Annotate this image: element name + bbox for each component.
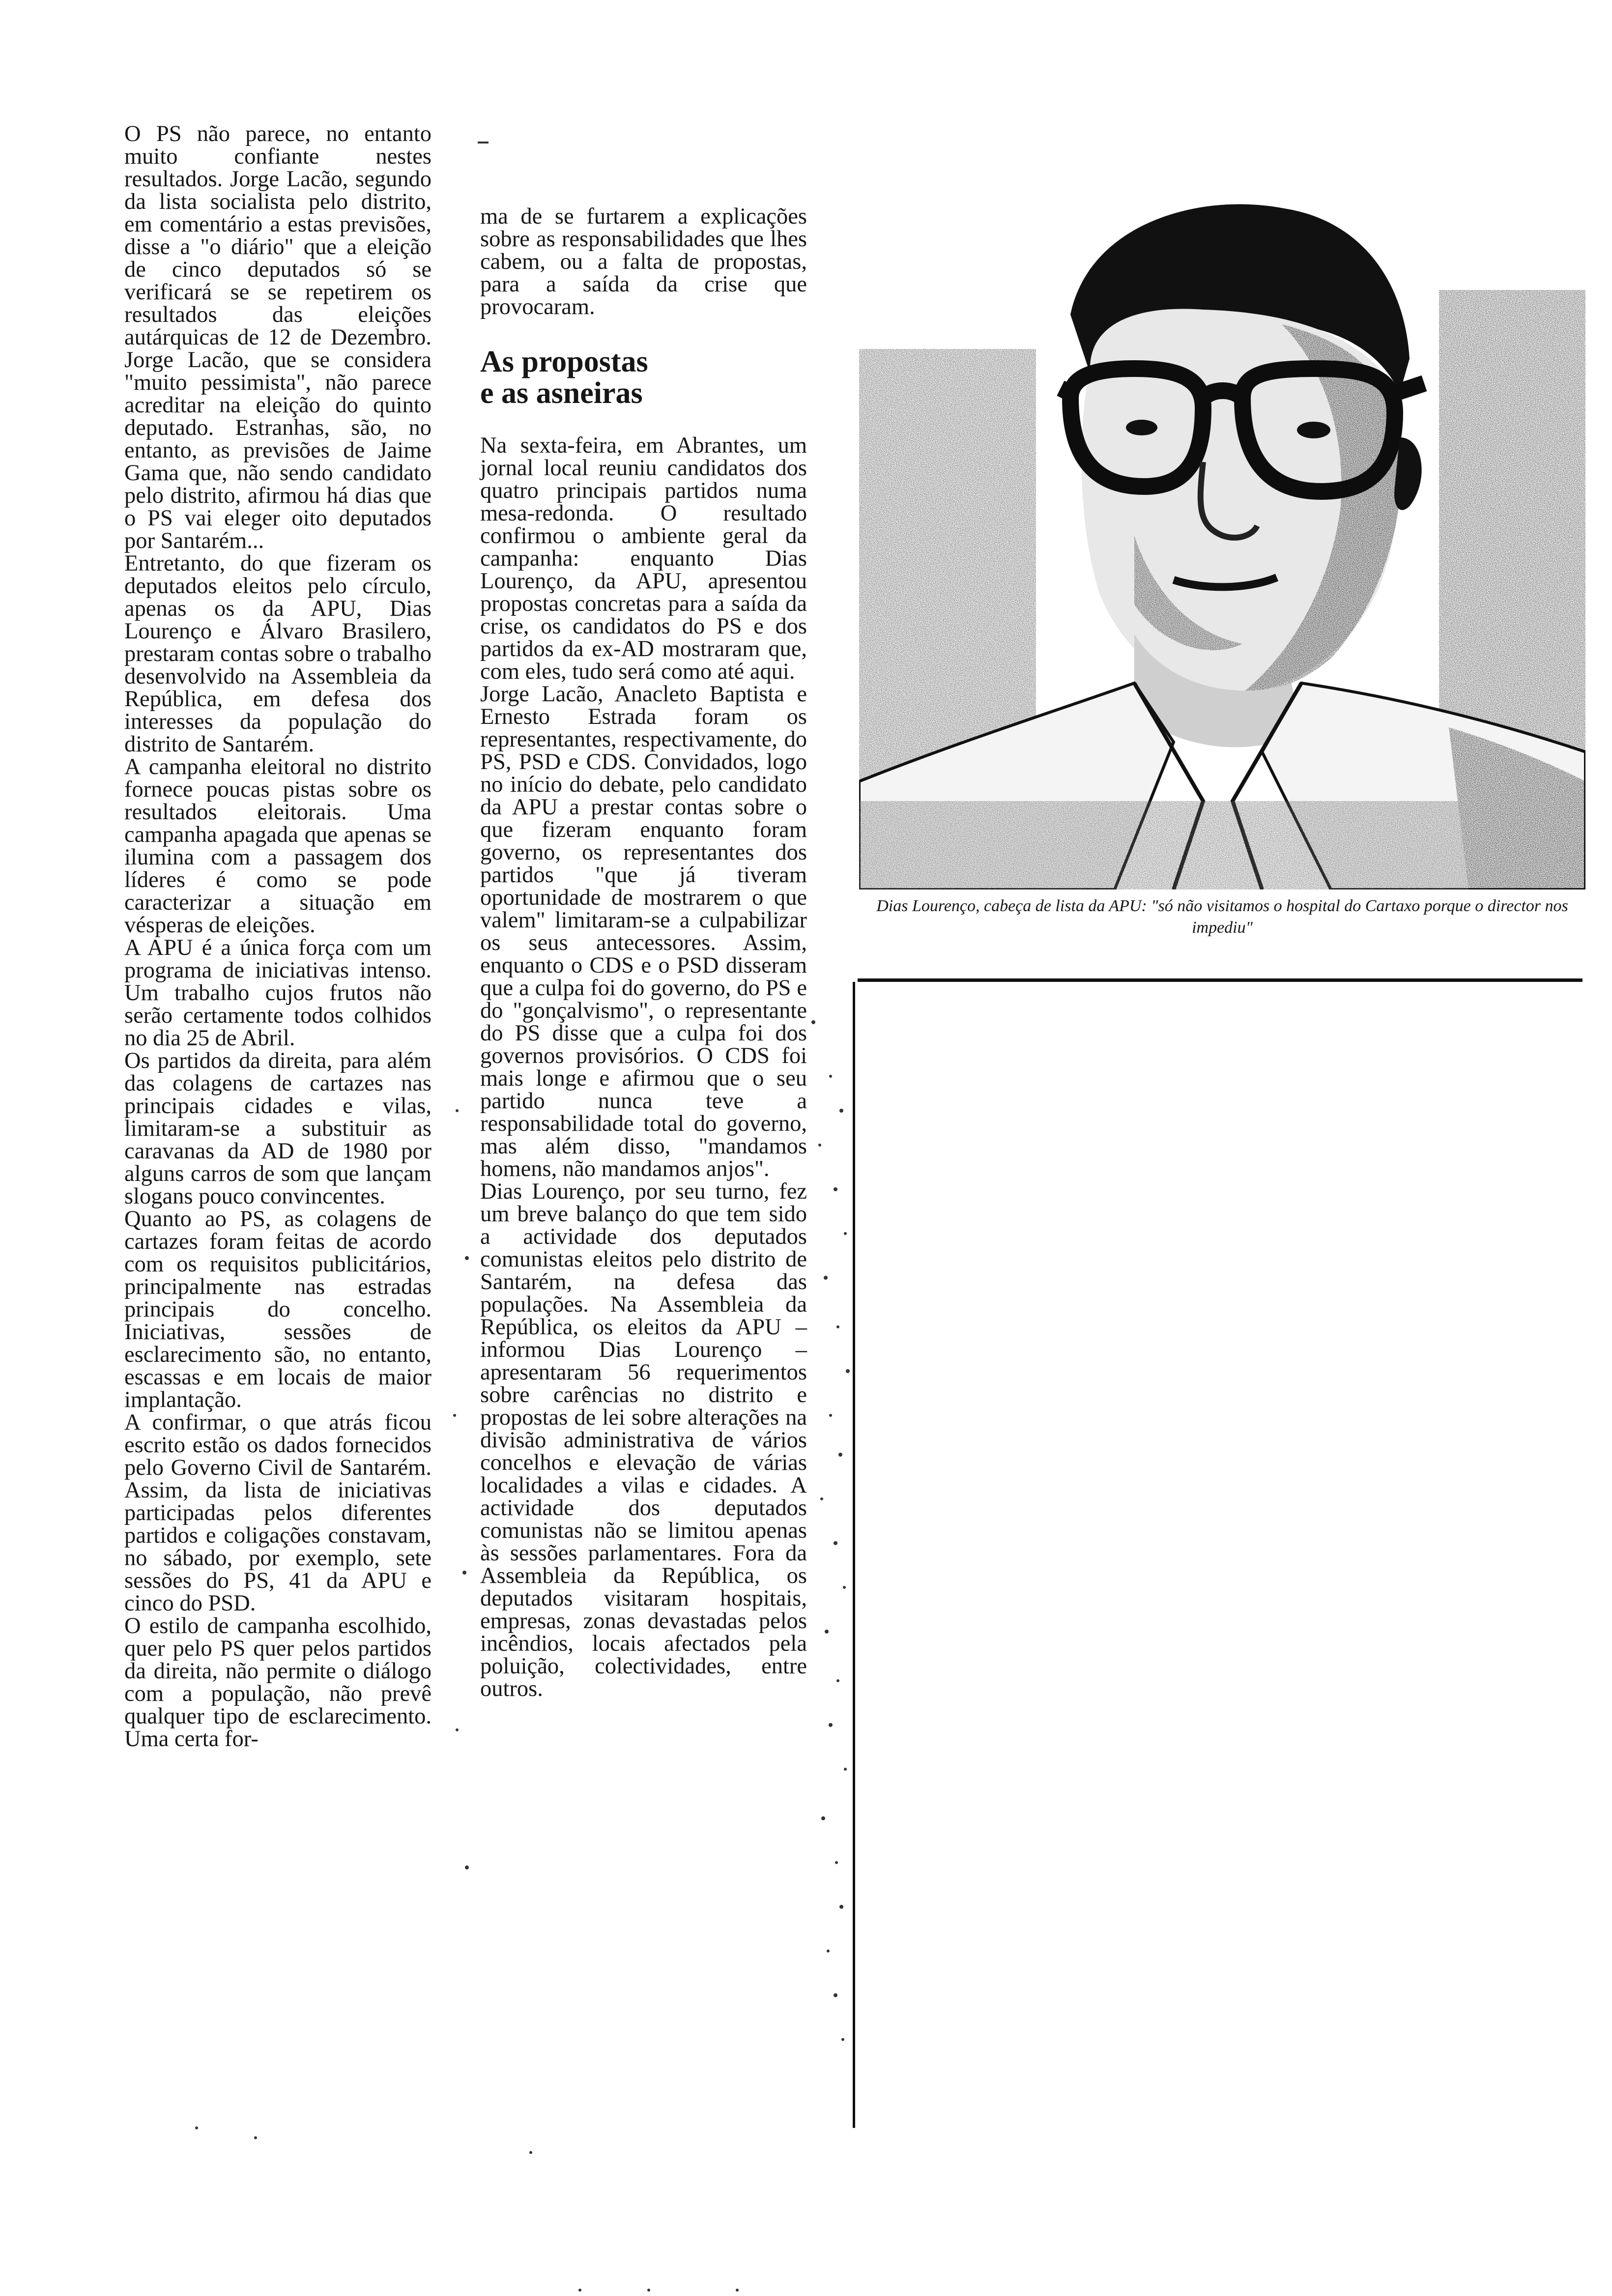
- subheading-line-2: e as asneiras: [480, 376, 643, 410]
- article-column-1: [124, 123, 432, 1751]
- subheading-line-1: As propostas: [480, 345, 648, 378]
- paragraph: A confirmar, o que atrás ficou escrito estão os dados fornecidos pelo Governo Civil de Santarém. Assim, da lista de iniciativas participadas pelos diferentes partidos e coligações constavam, no sábado, por exemplo, sete sessões do PS, 41 da APU e cinco do PSD.: [124, 1410, 432, 1616]
- horizontal-rule: [858, 978, 1583, 982]
- article-column-2: [480, 205, 807, 1700]
- paragraph: O estilo de campanha escolhido, quer pelo PS quer pelos partidos da direita, não permite o diálogo com a população, não prevê qualquer tipo de esclarecimento. Uma certa for-: [124, 1613, 432, 1751]
- paragraph: Os partidos da direita, para além das colagens de cartazes nas principais cidades e vilas, limitaram-se a substituir as caravanas da AD de 1980 por alguns carros de som que lançam slogans pouco convincentes.: [124, 1048, 432, 1209]
- paragraph: A APU é a única força com um programa de iniciativas intenso. Um trabalho cujos frutos não serão certamente todos colhidos no dia 25 de Abril.: [124, 935, 432, 1051]
- paragraph: O PS não parece, no entanto muito confiante nestes resultados. Jorge Lacão, segundo da lista socialista pelo distrito, em comentário a estas previsões, disse a "o diário" que a eleição de cinco deputados só se verificará se se repetirem os resultados das eleições autárquicas de 12 de Dezembro. Jorge Lacão, que se considera "muito pessimista", não parece acreditar na eleição do quinto deputado. Estranhas, são, no entanto, as previsões de Jaime Gama que, não sendo candidato pelo distrito, afirmou há dias que o PS vai eleger oito deputados por Santarém...: [124, 121, 432, 553]
- paragraph: Quanto ao PS, as colagens de cartazes foram feitas de acordo com os requisitos publicitários, principalmente nas estradas principais do concelho. Iniciativas, sessões de esclarecimento são, no entanto, escassas e em locais de maior implantação.: [124, 1206, 432, 1412]
- paragraph: A campanha eleitoral no distrito fornece poucas pistas sobre os resultados eleitorais. Uma campanha apagada que apenas se ilumina com a passagem dos líderes é como se pode caracterizar a situação em vésperas de eleições.: [124, 754, 432, 938]
- paragraph: Jorge Lacão, Anacleto Baptista e Ernesto Estrada foram os representantes, respectivamente, do PS, PSD e CDS. Convidados, logo no início do debate, pelo candidato da APU a prestar contas sobre o que fizeram enquanto foram governo, os representantes dos partidos "que já tiveram oportunidade de mostrarem o que valem" limitaram-se a culpabilizar os seus antecessores. Assim, enquanto o CDS e o PSD disseram que a culpa foi do governo, do PS e do "gonçalvismo", o representante do PS disse que a culpa foi dos governos provisórios. O CDS foi mais longe e afirmou que o seu partido nunca teve a responsabilidade total do governo, mas além disso, "mandamos homens, não mandamos anjos".: [480, 682, 807, 1181]
- paragraph: Dias Lourenço, por seu turno, fez um breve balanço do que tem sido a actividade dos deputados comunistas eleitos pelo distrito de Santarém, na defesa das populações. Na Assembleia da República, os eleitos da APU – informou Dias Lourenço – apresentaram 56 requerimentos sobre carências no distrito e propostas de lei sobre alterações na divisão administrativa de vários concelhos e elevação de várias localidades a vilas e cidades. A actividade dos deputados comunistas não se limitou apenas às sessões parlamentares. Fora da Assembleia da República, os deputados visitaram hospitais, empresas, zonas devastadas pelos incêndios, locais afectados pela poluição, colectividades, entre outros.: [480, 1179, 807, 1701]
- subheading: [480, 346, 807, 409]
- paragraph: Entretanto, do que fizeram os deputados eleitos pelo círculo, apenas os da APU, Dias Lourenço e Álvaro Brasilero, prestaram contas sobre o trabalho desenvolvido na Assembleia da República, em defesa dos interesses da população do distrito de Santarém.: [124, 551, 432, 757]
- paragraph: ma de se furtarem a explicações sobre as responsabilidades que lhes cabem, ou a falta de propostas, para a saída da crise que provocaram.: [480, 204, 807, 319]
- column-dash-mark: [478, 142, 489, 144]
- photo-caption: Dias Lourenço, cabeça de lista da APU: "só não visitamos o hospital do Cartaxo porque o director nos impediu": [876, 897, 1568, 937]
- portrait-photo: [859, 162, 1585, 890]
- paragraph: Na sexta-feira, em Abrantes, um jornal local reuniu candidatos dos quatro principais partidos numa mesa-redonda. O resultado confirmou o ambiente geral da campanha: enquanto Dias Lourenço, da APU, apresentou propostas concretas para a saída da crise, os candidatos do PS e dos partidos da ex-AD mostraram que, com eles, tudo será como até aqui.: [480, 433, 807, 684]
- vertical-rule: [853, 982, 855, 2128]
